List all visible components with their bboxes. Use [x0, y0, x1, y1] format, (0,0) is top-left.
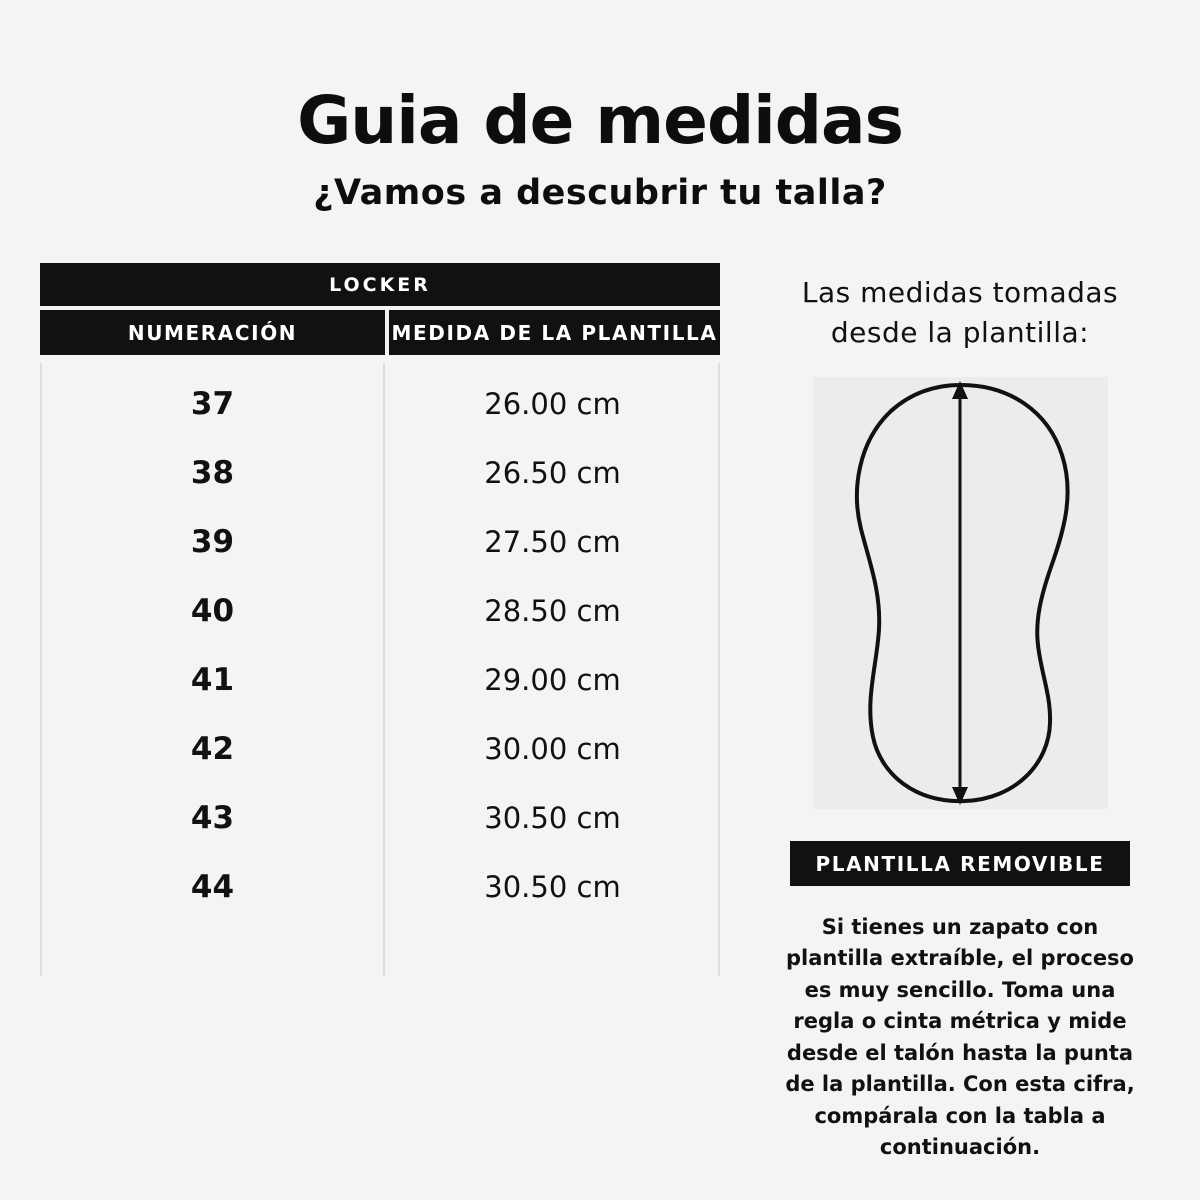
- cell-measure: 30.50 cm: [484, 800, 621, 835]
- table-body-spacer: [40, 921, 720, 976]
- table-row: [40, 783, 720, 852]
- size-table: [40, 263, 720, 976]
- column-header-numeracion: NUMERACIÓN: [40, 310, 385, 355]
- cell-measure: 26.00 cm: [484, 386, 621, 421]
- page-title: Guia de medidas: [297, 82, 903, 159]
- main-content: [0, 263, 1200, 1164]
- table-row: [40, 507, 720, 576]
- table-row: [40, 576, 720, 645]
- cell-size: 43: [190, 799, 235, 836]
- table-row: [40, 714, 720, 783]
- brand-bar: LOCKER: [40, 263, 720, 306]
- table-body: [40, 355, 720, 976]
- table-row: [40, 369, 720, 438]
- page-subtitle: ¿Vamos a descubrir tu talla?: [313, 173, 887, 214]
- cell-size: 44: [190, 868, 235, 905]
- cell-measure: 30.00 cm: [484, 731, 621, 766]
- cell-size: 37: [190, 385, 235, 422]
- cell-measure: 26.50 cm: [484, 455, 621, 490]
- table-column-divider: [383, 363, 385, 976]
- insole-note-heading: Las medidas tomadas desde la plantilla:: [801, 276, 1119, 350]
- cell-size: 40: [190, 592, 235, 629]
- cell-measure: 27.50 cm: [484, 524, 621, 559]
- cell-measure: 29.00 cm: [484, 662, 621, 697]
- insole-info-column: [720, 263, 1160, 1164]
- page-header: [0, 0, 1200, 213]
- cell-measure: 30.50 cm: [484, 869, 621, 904]
- cell-size: 39: [190, 523, 235, 560]
- insole-outline-icon: [813, 377, 1108, 809]
- cell-size: 38: [190, 454, 235, 491]
- table-row: [40, 852, 720, 921]
- cell-size: 42: [190, 730, 235, 767]
- removable-insole-badge: PLANTILLA REMOVIBLE: [790, 841, 1130, 886]
- cell-measure: 28.50 cm: [484, 593, 621, 628]
- column-header-medida: MEDIDA DE LA PLANTILLA: [389, 310, 720, 355]
- size-table-column: [40, 263, 720, 976]
- insole-diagram: [813, 377, 1108, 809]
- table-row: [40, 645, 720, 714]
- cell-size: 41: [190, 661, 235, 698]
- table-row: [40, 438, 720, 507]
- insole-instructions: Si tienes un zapato con plantilla extraíble, el proceso es muy sencillo. Toma una regla o cinta métrica y mide desde el talón hasta la punta de la plantilla. Con esta cifra, compárala con la tabla a continuación.: [785, 914, 1135, 1160]
- table-header-row: [40, 310, 720, 355]
